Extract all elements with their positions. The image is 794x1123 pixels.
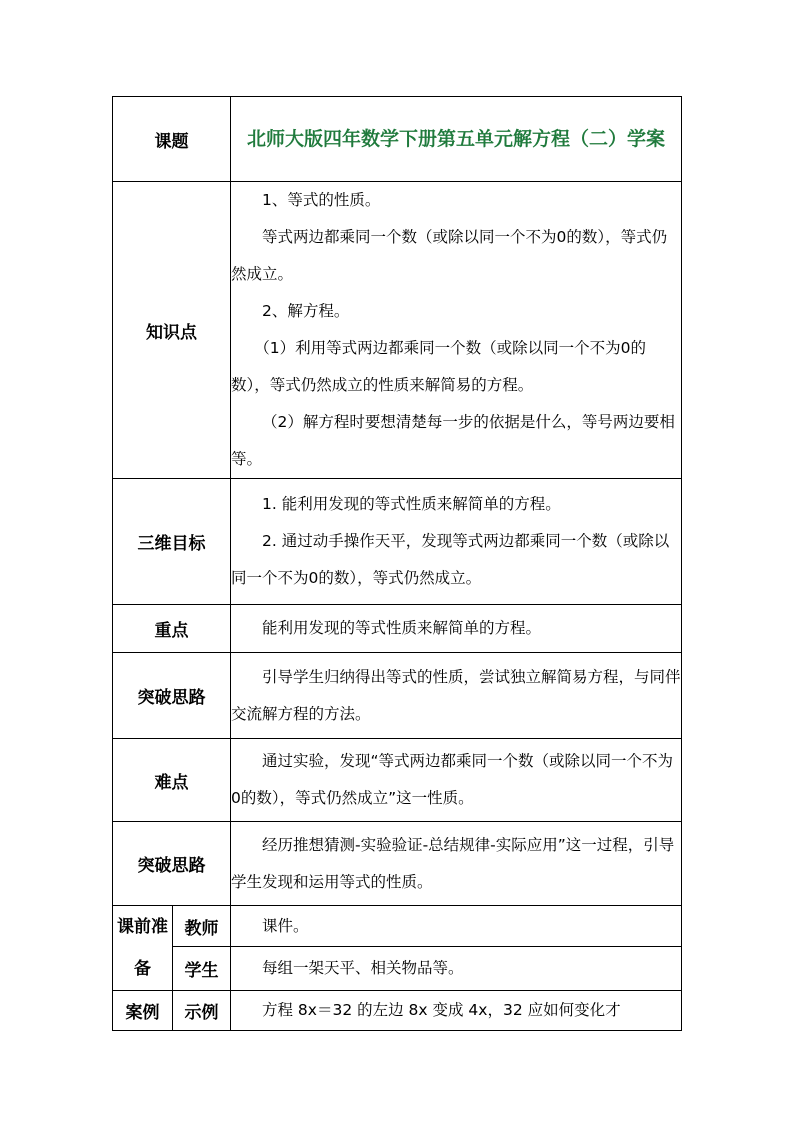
teacher-content — [231, 906, 682, 947]
knowledge-line: （1）利用等式两边都乘同一个数（或除以同一个不为0的数），等式仍然成立的性质来解简易的方程。 — [231, 339, 646, 394]
approach1-label: 突破思路 — [113, 653, 231, 739]
knowledge-label: 知识点 — [113, 182, 231, 479]
goals-content — [231, 479, 682, 605]
student-label: 学生 — [173, 947, 231, 991]
topic-label: 课题 — [113, 97, 231, 182]
knowledge-line: 等式两边都乘同一个数（或除以同一个不为0的数），等式仍然成立。 — [231, 228, 668, 283]
key-text: 能利用发现的等式性质来解简单的方程。 — [262, 619, 542, 637]
approach1-row — [113, 653, 682, 739]
knowledge-line: 2、解方程。 — [262, 302, 350, 320]
approach1-text: 引导学生归纳得出等式的性质，尝试独立解简易方程，与同伴交流解方程的方法。 — [231, 667, 681, 723]
student-content — [231, 947, 682, 991]
case-text: 方程 8x＝32 的左边 8x 变成 4x，32 应如何变化才 — [262, 1001, 621, 1019]
goals-line: 1. 能利用发现的等式性质来解简单的方程。 — [262, 495, 561, 513]
approach2-text: 经历推想猜测-实验验证-总结规律-实际应用”这一过程，引导学生发现和运用等式的性质。 — [231, 835, 675, 891]
teacher-label: 教师 — [173, 906, 231, 947]
approach2-row — [113, 822, 682, 906]
approach2-label: 突破思路 — [113, 822, 231, 906]
document-title: 北师大版四年数学下册第五单元解方程（二）学案 — [231, 97, 682, 182]
prep-teacher-row — [113, 906, 682, 947]
key-row — [113, 605, 682, 653]
prep-label: 课前准备 — [113, 906, 173, 991]
knowledge-row — [113, 182, 682, 479]
knowledge-line: 1、等式的性质。 — [262, 191, 381, 209]
difficulty-label: 难点 — [113, 739, 231, 822]
goals-line: 2. 通过动手操作天平，发现等式两边都乘同一个数（或除以同一个不为0的数），等式仍然成立。 — [231, 532, 670, 587]
key-label: 重点 — [113, 605, 231, 653]
case-label: 案例 — [113, 991, 173, 1031]
header-row — [113, 97, 682, 182]
lesson-plan-table — [112, 96, 682, 1031]
approach2-content — [231, 822, 682, 906]
student-text: 每组一架天平、相关物品等。 — [262, 959, 464, 978]
teacher-text: 课件。 — [262, 916, 309, 935]
example-label: 示例 — [173, 991, 231, 1031]
knowledge-line: （2）解方程时要想清楚每一步的依据是什么，等号两边要相等。 — [231, 413, 675, 468]
difficulty-row — [113, 739, 682, 822]
goals-label: 三维目标 — [113, 479, 231, 605]
difficulty-text: 通过实验，发现“等式两边都乘同一个数（或除以同一个不为0的数），等式仍然成立”这一性质。 — [231, 752, 674, 807]
case-content — [231, 991, 682, 1031]
difficulty-content — [231, 739, 682, 822]
goals-row — [113, 479, 682, 605]
approach1-content — [231, 653, 682, 739]
knowledge-content — [231, 182, 682, 479]
case-row — [113, 991, 682, 1031]
key-content — [231, 605, 682, 653]
prep-student-row — [113, 947, 682, 991]
